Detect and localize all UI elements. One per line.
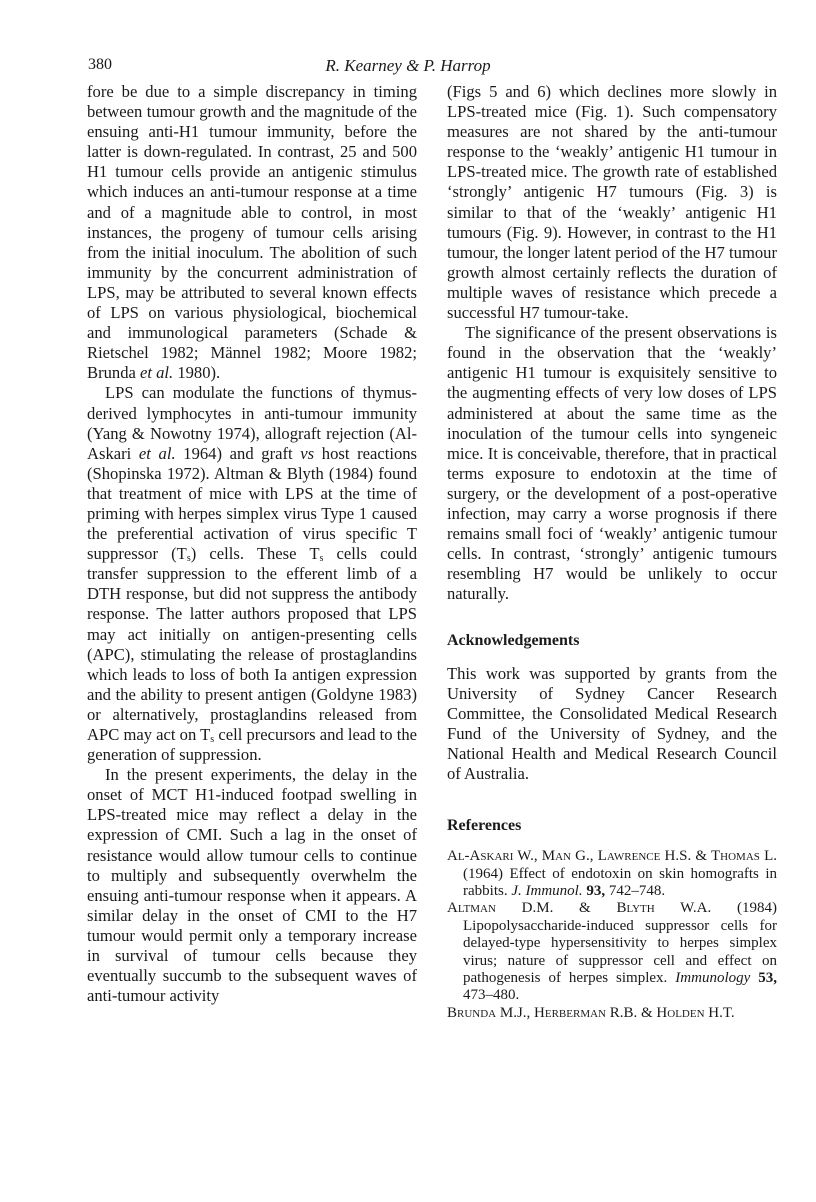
paragraph: [87, 383, 417, 765]
references-heading: References: [447, 817, 522, 835]
text: host reactions (Shopinska 1972). Altman & Blyth (1984) found that treatment of mice with LPS at the time of priming with herpes simplex virus Type 1 caused the preferential activation of virus specific T suppressor (T: [87, 443, 417, 564]
text: fore be due to a simple discrepancy in timing between tumour growth and the magnitude of the ensuing anti-H1 tumour immunity, before the latter is down-regulated. In contrast, 25 and 500 H1 tumour cells provide an antigenic stimulus which induces an anti-tumour response at a time and of a magnitude able to control, in most instances, the progeny of tumour cells arising from the initial inoculum. The abolition of such immunity by the concurrent administration of LPS, may be attributed to several known effects of LPS on various physiological, biochemical and immunological parameters (Schade & Rietschel 1982; Männel 1982; Moore 1982; Brunda: [87, 82, 417, 383]
paragraph: (Figs 5 and 6) which declines more slowly in LPS-treated mice (Fig. 1). Such compensatory measures are not shared by the anti-tumour response to the ‘weakly’ antigenic H1 tumour in LPS-treated mice. The growth rate of established ‘strongly’ antigenic H7 tumours (Fig. 3) is similar to that of the ‘weakly’ antigenic H1 tumours (Fig. 9). However, in contrast to the H1 tumour, the longer latent period of the H7 tumour growth almost certainly reflects the duration of multiple waves of resistance which precede a successful H7 tumour-take.: [447, 82, 777, 323]
ref-authors: Altman D.M. & Blyth W.A.: [447, 900, 712, 917]
subscript: s: [319, 553, 324, 565]
text: cell precursors and lead to the generation of suppression.: [87, 725, 418, 765]
reference-item: [447, 900, 777, 1004]
ref-volume: 93,: [582, 883, 606, 899]
paragraph: In the present experiments, the delay in the onset of MCT H1-induced footpad swelling in LPS-treated mice may reflect a delay in the expression of CMI. Such a lag in the onset of resistance would allow tumour cells to continue to multiply and subsequently overwhelm the ensuing anti-tumour response when it appears. A similar delay in the onset of CMI to the H7 tumour would permit only a temporary increase in survival of tumour cells because they eventually succumb to the subsequent waves of anti-tumour activity: [87, 765, 417, 1006]
left-column: [87, 82, 417, 1006]
text: et al.: [140, 363, 174, 383]
text: et al.: [138, 443, 176, 463]
subscript: s: [210, 734, 215, 745]
ref-title: (1964) Effect of endotoxin on skin homografts in rabbits.: [463, 865, 777, 899]
acknowledgements-text: This work was supported by grants from the University of Sydney Cancer Research Committee, the Consolidated Medical Research Fund of the University of Sydney, and the National Health and Medical Research Council of Australia.: [447, 663, 777, 783]
reference-list: [447, 848, 777, 1022]
acknowledgements-heading: Acknowledgements: [447, 632, 580, 650]
ref-authors: Al-Askari W., Man G., Lawrence H.S. & Thomas L.: [447, 848, 777, 865]
ref-volume: 53,: [750, 970, 778, 987]
ref-authors: Brunda M.J., Herberman R.B. & Holden H.T.: [447, 1004, 735, 1021]
ref-journal: J. Immunol.: [511, 883, 583, 899]
paragraph: The significance of the present observations is found in the observation that the ‘weakly’ antigenic H1 tumour is exquisitely sensitive to the augmenting effects of very low doses of LPS administered at about the same time as the inoculation of the tumour cells into syngeneic mice. It is conceivable, therefore, that in practical terms exposure to endotoxin at the time of surgery, or the development of a post-operative infection, may carry a worse prognosis if there remains small foci of ‘weakly’ antigenic tumour cells. In contrast, ‘strongly’ antigenic tumours resembling H7 would be unlikely to occur naturally.: [447, 323, 777, 604]
ref-pages: 473–480.: [463, 987, 520, 1004]
ref-title: (1984) Lipopolysaccharide-induced suppressor cells for delayed-type hypersensitivity to herpes simplex virus; nature of suppressor cell and effect on pathogenesis of herpes simplex.: [463, 900, 777, 987]
reference-item: [447, 848, 777, 900]
text: 1964) and graft: [175, 443, 301, 463]
text: LPS can modulate the functions of thymus-derived lymphocytes in anti-tumour immunity (Yang & Nowotny 1974), allograft rejection (Al-Askari: [87, 383, 417, 463]
paragraph: [87, 82, 417, 383]
subscript: s: [186, 553, 191, 565]
right-column: [447, 82, 777, 1022]
page-number: 380: [88, 56, 112, 73]
ref-pages: 742–748.: [605, 883, 666, 899]
reference-item: [447, 1005, 777, 1022]
ref-journal: Immunology: [675, 970, 751, 987]
running-head: R. Kearney & P. Harrop: [325, 56, 491, 75]
text: cells could transfer suppression to the efferent limb of a DTH response, but did not suppress the antibody response. The latter authors proposed that LPS may act initially on antigen-presenting cells (APC), stimulating the release of prostaglandins which leads to loss of both Ia antigen expression and the ability to present antigen (Goldyne 1983) or alternatively, prostaglandins released from APC may act on T: [87, 544, 417, 744]
text: 1980).: [173, 363, 221, 383]
text: ) cells. These T: [190, 544, 320, 564]
text: vs: [300, 443, 315, 463]
